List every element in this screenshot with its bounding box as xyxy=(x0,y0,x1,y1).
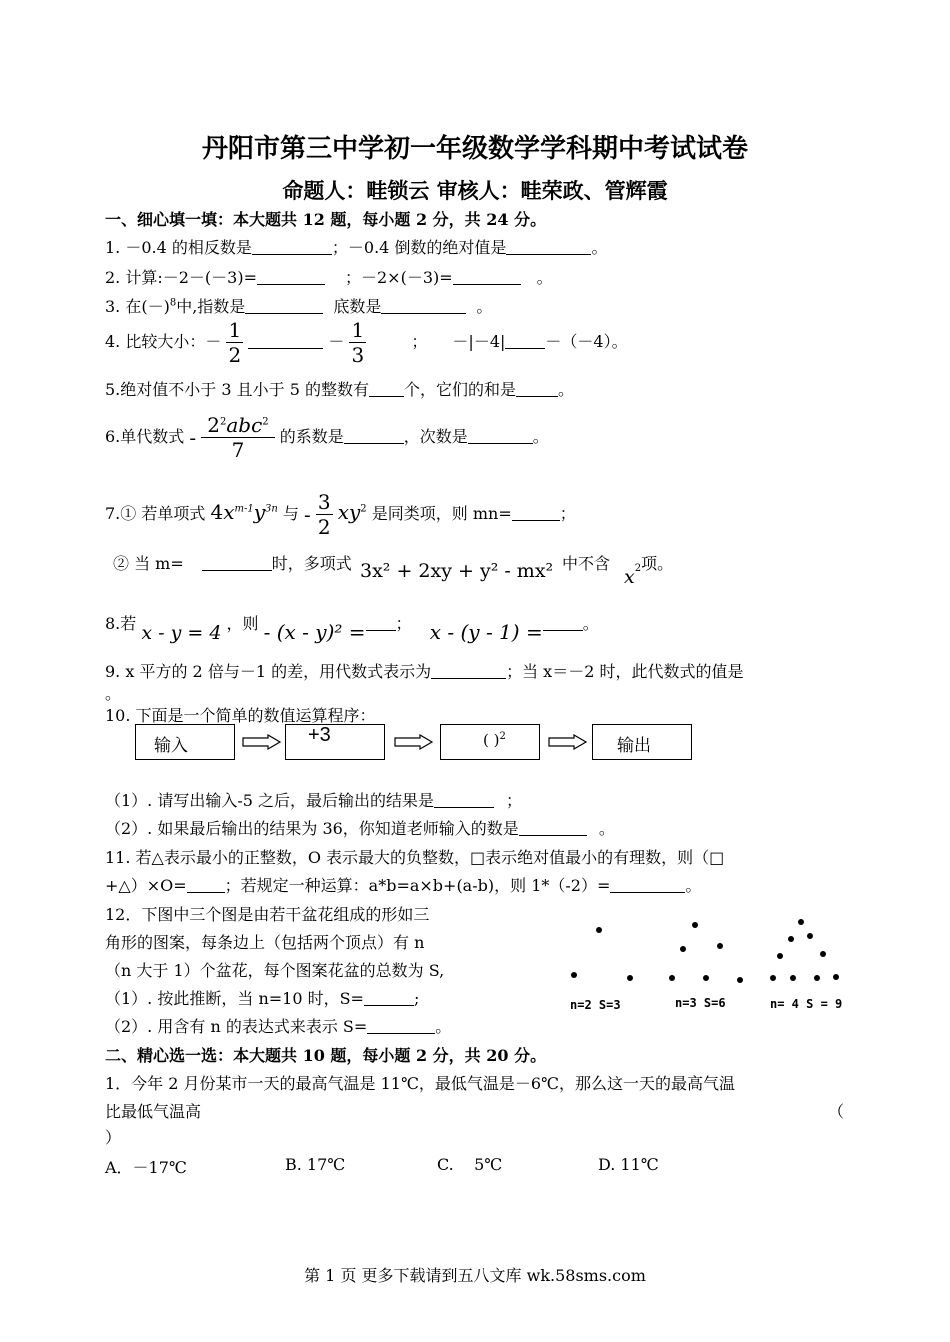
flower-pot-dot xyxy=(669,975,675,981)
question-12-line-2: 角形的图案，每条边上（包括两个顶点）有 n xyxy=(105,933,425,952)
answer-blank[interactable] xyxy=(519,819,587,836)
answer-blank[interactable] xyxy=(506,238,591,255)
answer-blank[interactable] xyxy=(434,791,494,808)
answer-blank[interactable] xyxy=(453,268,521,285)
answer-blank[interactable] xyxy=(512,504,560,521)
choice-question-1: 1．今年 2 月份某市一天的最高气温是 11℃，最低气温是－6℃，那么这一天的最高气温 xyxy=(105,1074,735,1093)
flower-pot-dot xyxy=(703,975,709,981)
flow-input-box: 输入 xyxy=(135,724,235,760)
question-12-part-1: （1）. 按此推断，当 n=10 时，S= ; xyxy=(105,989,420,1008)
flow-output-box: 输出 xyxy=(592,724,692,760)
question-10-part-1: （1）. 请写出输入-5 之后，最后输出的结果是 ； xyxy=(105,791,523,810)
fraction: $\frac{1}{3}$ xyxy=(351,318,365,367)
question-7-part-2-end: 中不含$x^2$项。 xyxy=(562,554,674,588)
figure-label-2: n=3 S=6 xyxy=(675,996,726,1010)
choice-question-1-line-2: 比最低气温高 xyxy=(105,1102,202,1121)
question-12: 12．下图中三个图是由若干盆花组成的形如三 xyxy=(105,905,430,924)
answer-blank[interactable] xyxy=(344,427,404,444)
flower-pot-dot xyxy=(680,946,686,952)
answer-blank[interactable] xyxy=(505,332,545,349)
question-2: 2. 计算:－2－(－3)= ；－2×(－3)= 。 xyxy=(105,268,553,287)
answer-blank[interactable] xyxy=(257,268,325,285)
question-9: 9. x 平方的 2 倍与－1 的差，用代数式表示为 ；当 x＝－2 时，此代数式的值是 xyxy=(105,662,744,681)
question-8: 8.若 x - y = 4 ，则 - (x - y)² = ； x - (y - 1) = 。 xyxy=(105,614,599,644)
question-11: 11. 若△表示最小的正整数，O 表示最大的负整数，□表示绝对值最小的有理数，则（□ xyxy=(105,848,725,867)
question-11-line-2: +△）×O= ；若规定一种运算：a*b=a×b+(a-b)，则 1*（-2）= 。 xyxy=(105,876,702,895)
answer-blank[interactable] xyxy=(431,662,506,679)
answer-blank[interactable] xyxy=(543,614,583,631)
fraction: $\frac{3}{2}$ xyxy=(317,490,331,539)
answer-blank[interactable] xyxy=(187,876,225,893)
answer-blank[interactable] xyxy=(366,614,396,631)
answer-blank[interactable] xyxy=(468,427,533,444)
question-5: 5.绝对值不小于 3 且小于 5 的整数有 个，它们的和是 。 xyxy=(105,380,575,399)
flower-pot-dot xyxy=(807,933,813,939)
question-9-end: 。 xyxy=(105,684,122,703)
flower-pot-dot xyxy=(814,975,820,981)
section-2-heading: 二、精心选一选：本大题共 10 题，每小题 2 分，共 20 分。 xyxy=(105,1046,547,1065)
page-footer: 第 1 页 更多下载请到五八文库 wk.58sms.com xyxy=(304,1266,646,1285)
flower-pot-dot xyxy=(717,943,723,949)
arrow-right-icon xyxy=(548,734,588,750)
flower-pot-dot xyxy=(820,951,826,957)
question-4: 4. 比较大小：－ $\frac{1}{2}$ － $\frac{1}{3}$ ； －|－4| －（－4）。 xyxy=(105,318,628,367)
flower-pot-dot xyxy=(596,927,602,933)
fraction: $\frac{1}{2}$ xyxy=(228,318,242,367)
answer-blank[interactable] xyxy=(516,380,558,397)
flower-pot-dot xyxy=(571,972,577,978)
flower-pot-dot xyxy=(770,975,776,981)
answer-blank[interactable] xyxy=(367,1017,435,1034)
answer-blank[interactable] xyxy=(364,989,414,1006)
question-1: 1. －0.4 的相反数是 ；－0.4 倒数的绝对值是 。 xyxy=(105,238,608,257)
arrow-right-icon xyxy=(242,734,282,750)
option-a[interactable]: A．－17℃ xyxy=(105,1158,187,1177)
flower-pot-dot xyxy=(790,975,796,981)
question-10: 10. 下面是一个简单的数值运算程序： xyxy=(105,706,376,725)
question-12-line-3: （n 大于 1）个盆花，每个图案花盆的总数为 S, xyxy=(105,961,445,980)
flower-pot-dot xyxy=(798,919,804,925)
answer-paren-left[interactable]: （ xyxy=(828,1102,845,1121)
answer-blank[interactable] xyxy=(369,380,404,397)
option-b[interactable]: B. 17℃ xyxy=(285,1155,346,1174)
flower-pot-dot xyxy=(833,974,839,980)
answer-blank[interactable] xyxy=(245,297,323,314)
section-1-heading: 一、细心填一填：本大题共 12 题，每小题 2 分，共 24 分。 xyxy=(105,210,547,229)
page-subtitle: 命题人：畦锁云 审核人：畦荣政、管辉霞 xyxy=(282,178,668,203)
option-d[interactable]: D. 11℃ xyxy=(598,1155,659,1174)
answer-blank[interactable] xyxy=(381,297,466,314)
question-6: 6.单代数式 - $\frac{2^2abc^2}{7}$ 的系数是 ，次数是 。 xyxy=(105,413,549,462)
page-title: 丹阳市第三中学初一年级数学学科期中考试试卷 xyxy=(201,134,748,164)
flow-add-box: +3 xyxy=(285,724,385,760)
flower-pot-dot xyxy=(692,922,698,928)
question-7-part-2: ② 当 m= 时，多项式 xyxy=(113,554,352,573)
fraction: $\frac{2^2abc^2}{7}$ xyxy=(201,413,274,462)
question-3: 3. 在$(-)^8$中,指数是 底数是 。 xyxy=(105,297,493,316)
flower-pot-dot xyxy=(777,953,783,959)
answer-blank[interactable] xyxy=(202,554,272,571)
arrow-right-icon xyxy=(394,734,434,750)
flower-pot-dot xyxy=(627,975,633,981)
answer-blank[interactable] xyxy=(248,332,323,349)
question-7-part-1: 7.① 若单项式 $4x^{m-1}y^{3n}$ 与 - $\frac{3}{2}$ $xy^2$ 是同类项，则 mn= ； xyxy=(105,490,576,539)
answer-blank[interactable] xyxy=(610,876,685,893)
figure-label-1: n=2 S=3 xyxy=(570,998,621,1012)
flow-square-box: ( )$^2$ xyxy=(440,724,540,760)
figure-label-3: n= 4 S = 9 xyxy=(770,997,843,1011)
polynomial: 3x² + 2xy + y² - mx² xyxy=(360,560,554,582)
question-12-part-2: （2）. 用含有 n 的表达式来表示 S= 。 xyxy=(105,1017,452,1036)
option-c[interactable]: C. 5℃ xyxy=(437,1155,503,1174)
answer-blank[interactable] xyxy=(252,238,332,255)
flower-pot-dot xyxy=(788,936,794,942)
question-10-part-2: （2）. 如果最后输出的结果为 36，你知道老师输入的数是 。 xyxy=(105,819,615,838)
flower-pot-dot xyxy=(737,977,743,983)
answer-paren-right[interactable]: ） xyxy=(105,1128,122,1147)
